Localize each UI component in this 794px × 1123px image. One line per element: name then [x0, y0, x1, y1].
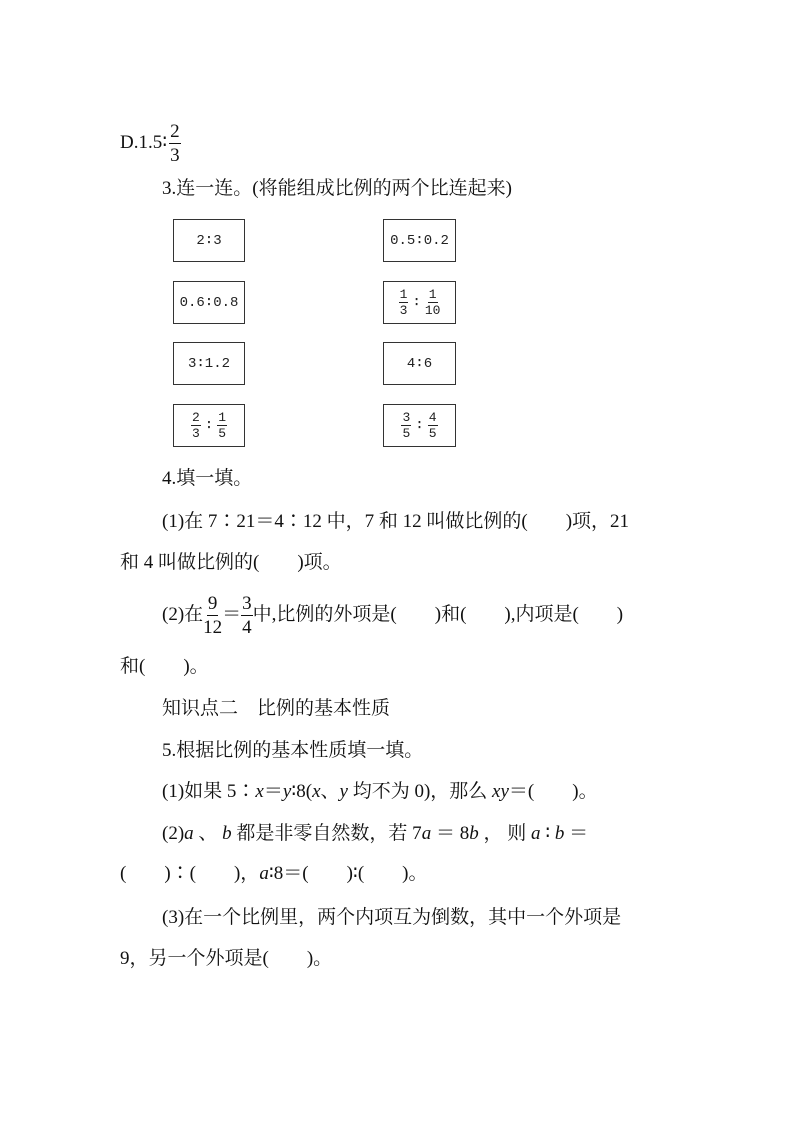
right-ratio-box-1[interactable] — [383, 219, 456, 262]
text-segment: ＝ 8 — [431, 823, 470, 844]
text-segment: 、 — [193, 823, 223, 844]
q4-part2-fraction-2 — [241, 594, 253, 637]
fraction-numerator: 3 — [242, 592, 252, 614]
text-segment: ∶8＝( )∶( )。 — [268, 863, 428, 884]
variable-a: a — [259, 863, 269, 884]
variable-x: x — [312, 781, 321, 802]
q5-title: 5.根据比例的基本性质填一填。 — [162, 740, 424, 761]
section2-title: 知识点二 比例的基本性质 — [162, 698, 391, 719]
ratio-fraction-a — [401, 411, 411, 440]
text-segment: ＝ — [263, 781, 283, 802]
left-ratio-box-2[interactable] — [173, 281, 245, 324]
fraction-numerator: 1 — [399, 287, 408, 302]
variable-y: y — [339, 781, 348, 802]
right-ratio-box-4[interactable] — [383, 404, 456, 447]
variable-a: a — [530, 823, 541, 844]
q5-part3-line1: (3)在一个比例里，两个内项互为倒数，其中一个外项是 — [162, 907, 622, 928]
text-segment: 均不为 0)，那么 — [347, 781, 493, 802]
ratio-separator: ∶ — [415, 418, 424, 434]
text-segment: ∶ — [540, 823, 555, 844]
ratio-fraction-a — [399, 288, 409, 317]
ratio-fraction-b — [217, 411, 227, 440]
fraction-numerator: 2 — [191, 410, 200, 425]
q5-part1 — [162, 780, 598, 804]
right-ratio-box-2[interactable] — [383, 281, 456, 324]
left-ratio-box-1[interactable] — [173, 219, 245, 262]
ratio-separator: ∶ — [412, 295, 421, 311]
ratio-fraction-b — [425, 288, 441, 317]
variable-b: b — [469, 823, 479, 844]
fraction-numerator: 3 — [402, 410, 411, 425]
fraction-denominator: 4 — [242, 616, 252, 638]
fraction-denominator: 5 — [428, 426, 437, 441]
fraction-numerator: 1 — [218, 410, 227, 425]
text-segment: ， 则 — [478, 823, 531, 844]
fraction-denominator: 3 — [191, 426, 200, 441]
variable-y: y — [282, 781, 292, 802]
fraction-numerator: 1 — [428, 287, 437, 302]
ratio-text: 0.5∶0.2 — [390, 233, 449, 249]
q4-part2-line1 — [162, 590, 623, 640]
right-ratio-box-3[interactable] — [383, 342, 456, 385]
fraction-numerator: 9 — [207, 592, 218, 614]
q3-title: 3.连一连。(将能组成比例的两个比连起来) — [162, 178, 512, 199]
variable-b: b — [554, 823, 565, 844]
text-segment: ＝( )。 — [508, 781, 598, 802]
fraction-denominator: 12 — [203, 616, 223, 638]
q4-part1-line2: 和 4 叫做比例的( )项。 — [120, 552, 342, 573]
fraction-denominator: 5 — [218, 426, 227, 441]
option-d-prefix: D.1.5∶ — [120, 131, 168, 153]
text-segment: 、 — [320, 781, 340, 802]
ratio-text: 3∶1.2 — [187, 356, 231, 372]
variable-a: a — [421, 823, 432, 844]
ratio-text: 4∶6 — [406, 356, 433, 372]
text-segment: 都是非零自然数，若 7 — [231, 823, 422, 844]
q4-part2-prefix: (2)在 — [162, 604, 204, 625]
ratio-fraction-b — [428, 411, 438, 440]
left-ratio-box-3[interactable] — [173, 342, 245, 385]
variable-xy: xy — [492, 781, 509, 802]
fraction-denominator: 10 — [424, 303, 441, 318]
text-segment: (2) — [162, 823, 185, 844]
fraction-numerator: 2 — [170, 121, 180, 142]
q4-part2-fraction-1 — [203, 594, 222, 637]
ratio-text: 2∶3 — [196, 233, 222, 249]
variable-a: a — [184, 823, 194, 844]
variable-b: b — [222, 823, 232, 844]
fraction-denominator: 3 — [399, 303, 408, 318]
q4-part1-line1: (1)在 7∶21＝4∶12 中，7 和 12 叫做比例的( )项，21 — [162, 511, 630, 532]
option-d — [120, 122, 181, 165]
left-ratio-box-4[interactable] — [173, 404, 245, 447]
q4-part2-line2: 和( )。 — [120, 656, 209, 677]
ratio-separator: ∶ — [204, 418, 214, 434]
fraction-numerator: 4 — [428, 410, 437, 425]
option-d-fraction — [169, 122, 181, 165]
ratio-fraction-a — [191, 411, 201, 440]
text-segment: ( )∶( )， — [120, 863, 260, 884]
q5-part3-line2: 9，另一个外项是( )。 — [120, 948, 333, 969]
text-segment: ＝ — [564, 823, 589, 844]
equals-sign: ＝ — [222, 604, 242, 625]
q4-title: 4.填一填。 — [162, 468, 253, 489]
q5-part2-line2 — [120, 862, 428, 886]
fraction-denominator: 5 — [402, 426, 411, 441]
variable-x: x — [255, 781, 264, 802]
text-segment: (1)如果 5∶ — [162, 781, 256, 802]
ratio-text: 0.6∶0.8 — [179, 295, 239, 311]
text-segment: ∶8( — [291, 781, 313, 802]
q4-part2-suffix: 中,比例的外项是( )和( ),内项是( ) — [252, 604, 624, 625]
fraction-denominator: 3 — [170, 145, 180, 166]
q5-part2-line1 — [162, 822, 588, 846]
